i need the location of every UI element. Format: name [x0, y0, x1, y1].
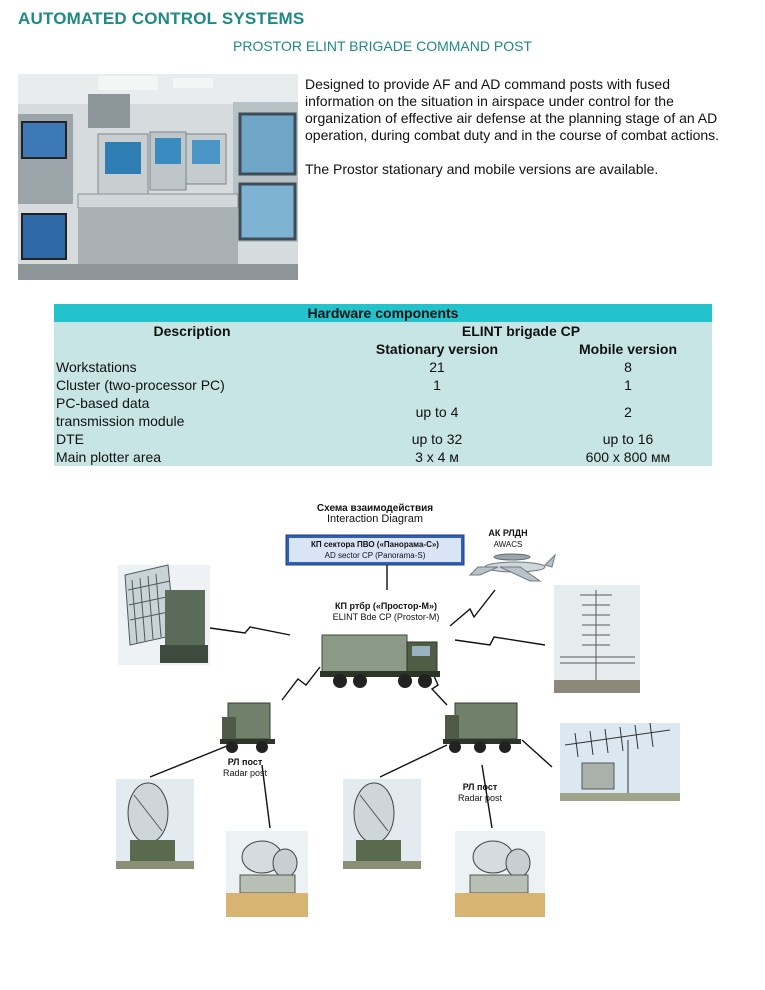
- row-stationary: up to 32: [411, 431, 463, 447]
- radar-post-label-right: [440, 782, 520, 804]
- awacs-ru: АК РЛДН: [488, 528, 528, 538]
- intro-text: [305, 76, 735, 195]
- radar-dish-image-1: [116, 779, 194, 869]
- radar-post-truck-right: [443, 703, 521, 753]
- radar-dish-image-2: [226, 831, 308, 917]
- row-mobile: 2: [624, 404, 632, 420]
- control-room-photo: [18, 74, 298, 280]
- row-mobile: 1: [624, 377, 632, 393]
- elint-cp-en: ELINT Bde CP (Prostor-M): [332, 612, 440, 622]
- elint-cp-ru: КП ртбр («Простор-М»): [335, 601, 437, 611]
- row-stationary: 1: [433, 377, 441, 393]
- row-stationary: up to 4: [415, 404, 459, 420]
- radar-post-right-ru: РЛ пост: [462, 782, 498, 792]
- row-description: Cluster (two-processor PC): [56, 377, 225, 393]
- interaction-diagram: [0, 495, 765, 965]
- page-subheading: PROSTOR ELINT BRIGADE COMMAND POST: [233, 38, 532, 54]
- elint-cp-truck-image: [320, 635, 440, 688]
- ad-sector-cp-ru: КП сектора ПВО («Панорама-С»): [311, 540, 439, 549]
- row-description: Workstations: [56, 359, 137, 375]
- column-group-header: ELINT brigade CP: [461, 323, 581, 339]
- table-row: [54, 358, 712, 376]
- page-heading: AUTOMATED CONTROL SYSTEMS: [18, 9, 305, 28]
- column-header-mobile: Mobile version: [578, 341, 678, 357]
- radar-antenna-image-left: [118, 565, 210, 665]
- row-description: DTE: [56, 431, 84, 447]
- column-header-description: Description: [153, 323, 231, 339]
- diagram-title-en: Interaction Diagram: [327, 513, 423, 525]
- awacs-aircraft-image: [470, 554, 555, 581]
- radar-post-left-ru: РЛ пост: [227, 757, 263, 767]
- radar-post-label-left: [210, 757, 280, 779]
- radar-post-left-en: Radar post: [222, 768, 268, 778]
- row-description: Main plotter area: [56, 449, 162, 465]
- table-row: [54, 430, 712, 448]
- table-row: [54, 448, 712, 466]
- row-stationary: 21: [429, 359, 445, 375]
- diagram-title-ru: Схема взаимодействия: [316, 503, 434, 514]
- column-header-stationary: Stationary version: [375, 341, 499, 357]
- intro-paragraph-1: Designed to provide AF and AD command posts with fused information on the situation in airspace under control for the organization of effective air defense at the planning stage of an AD operation, during combat duty and in the course of combat actions.: [305, 76, 720, 143]
- row-mobile: up to 16: [602, 431, 654, 447]
- radar-dish-image-3: [343, 779, 421, 869]
- elint-cp-label: [316, 601, 456, 623]
- row-mobile: 8: [624, 359, 632, 375]
- table-row: [54, 376, 712, 394]
- ad-sector-cp-en: AD sector CP (Panorama-S): [324, 551, 426, 560]
- awacs-label: [478, 528, 538, 550]
- radar-antenna-image-right-low: [560, 723, 680, 801]
- diagram-title: [300, 503, 450, 525]
- table-title: Hardware components: [54, 304, 712, 322]
- row-description: PC-based data transmission module: [56, 395, 185, 429]
- awacs-en: AWACS: [493, 540, 523, 549]
- table-row: [54, 394, 712, 430]
- row-mobile: 600 x 800 мм: [585, 449, 671, 465]
- radar-dish-image-4: [455, 831, 545, 917]
- radar-post-truck-left: [220, 703, 275, 753]
- radar-antenna-image-right-tall: [554, 585, 640, 693]
- row-stationary: 3 x 4 м: [415, 449, 459, 465]
- ad-sector-cp-label: [289, 539, 461, 561]
- hardware-components-table: [54, 304, 712, 466]
- radar-post-right-en: Radar post: [457, 793, 503, 803]
- intro-paragraph-2: The Prostor stationary and mobile versions are available.: [305, 161, 659, 177]
